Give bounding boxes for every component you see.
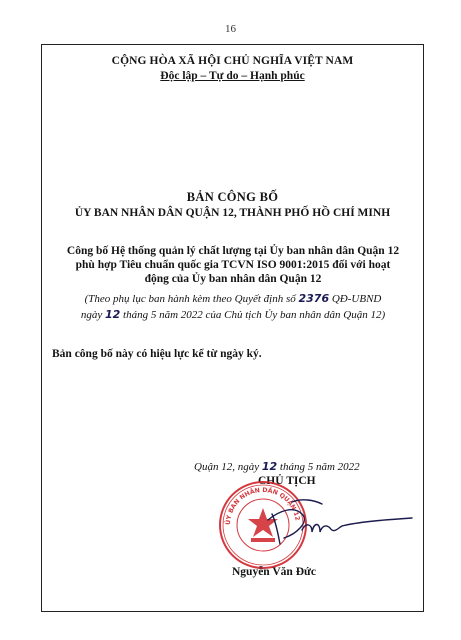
handwritten-signature [262,492,422,562]
note-part-2: QĐ-UBND [329,293,382,305]
announcement-line-3: động của Ủy ban nhân dân Quận 12 [144,273,322,285]
national-motto [41,70,424,82]
national-title: CỘNG HÒA XÃ HỘI CHỦ NGHĨA VIỆT NAM [111,55,354,67]
page-number: 16 [225,23,236,35]
announcement-line-2: phù hợp Tiêu chuẩn quốc gia TCVN ISO 9001:2015 đối với hoạt [75,259,391,271]
announcement-line-1: Công bố Hệ thống quản lý chất lượng tại Ủy ban nhân dân Quận 12 [66,245,400,257]
date-part-2: tháng 5 năm 2022 [277,461,360,473]
note-part-1: (Theo phụ lục ban hành kèm theo Quyết định số [84,293,299,305]
seal-text: ỦY BAN NHÂN DÂN QUẬN 12 [224,486,301,526]
note-part-4: tháng 5 năm 2022 của Chủ tịch Ủy ban nhân dân Quận 12) [120,309,386,321]
reference-note [60,291,406,323]
signer-name: Nguyễn Văn Đức [232,566,317,578]
document-title: BẢN CÔNG BỐ [186,190,279,204]
signing-date [194,460,414,473]
announcement-text [60,244,406,286]
decision-day: 12 [104,308,121,321]
national-motto-text: Độc lập – Tự do – Hạnh phúc [160,70,305,82]
date-day: 12 [261,460,278,473]
signer-position: CHỦ TỊCH [258,475,316,487]
effective-statement: Bản công bố này có hiệu lực kể từ ngày ký. [52,348,262,360]
date-part-1: Quận 12, ngày [194,461,262,473]
decision-number: 2376 [298,292,330,305]
issuing-authority: ỦY BAN NHÂN DÂN QUẬN 12, THÀNH PHỐ HỒ CHÍ MINH [74,207,391,219]
note-part-3: ngày [80,309,105,321]
